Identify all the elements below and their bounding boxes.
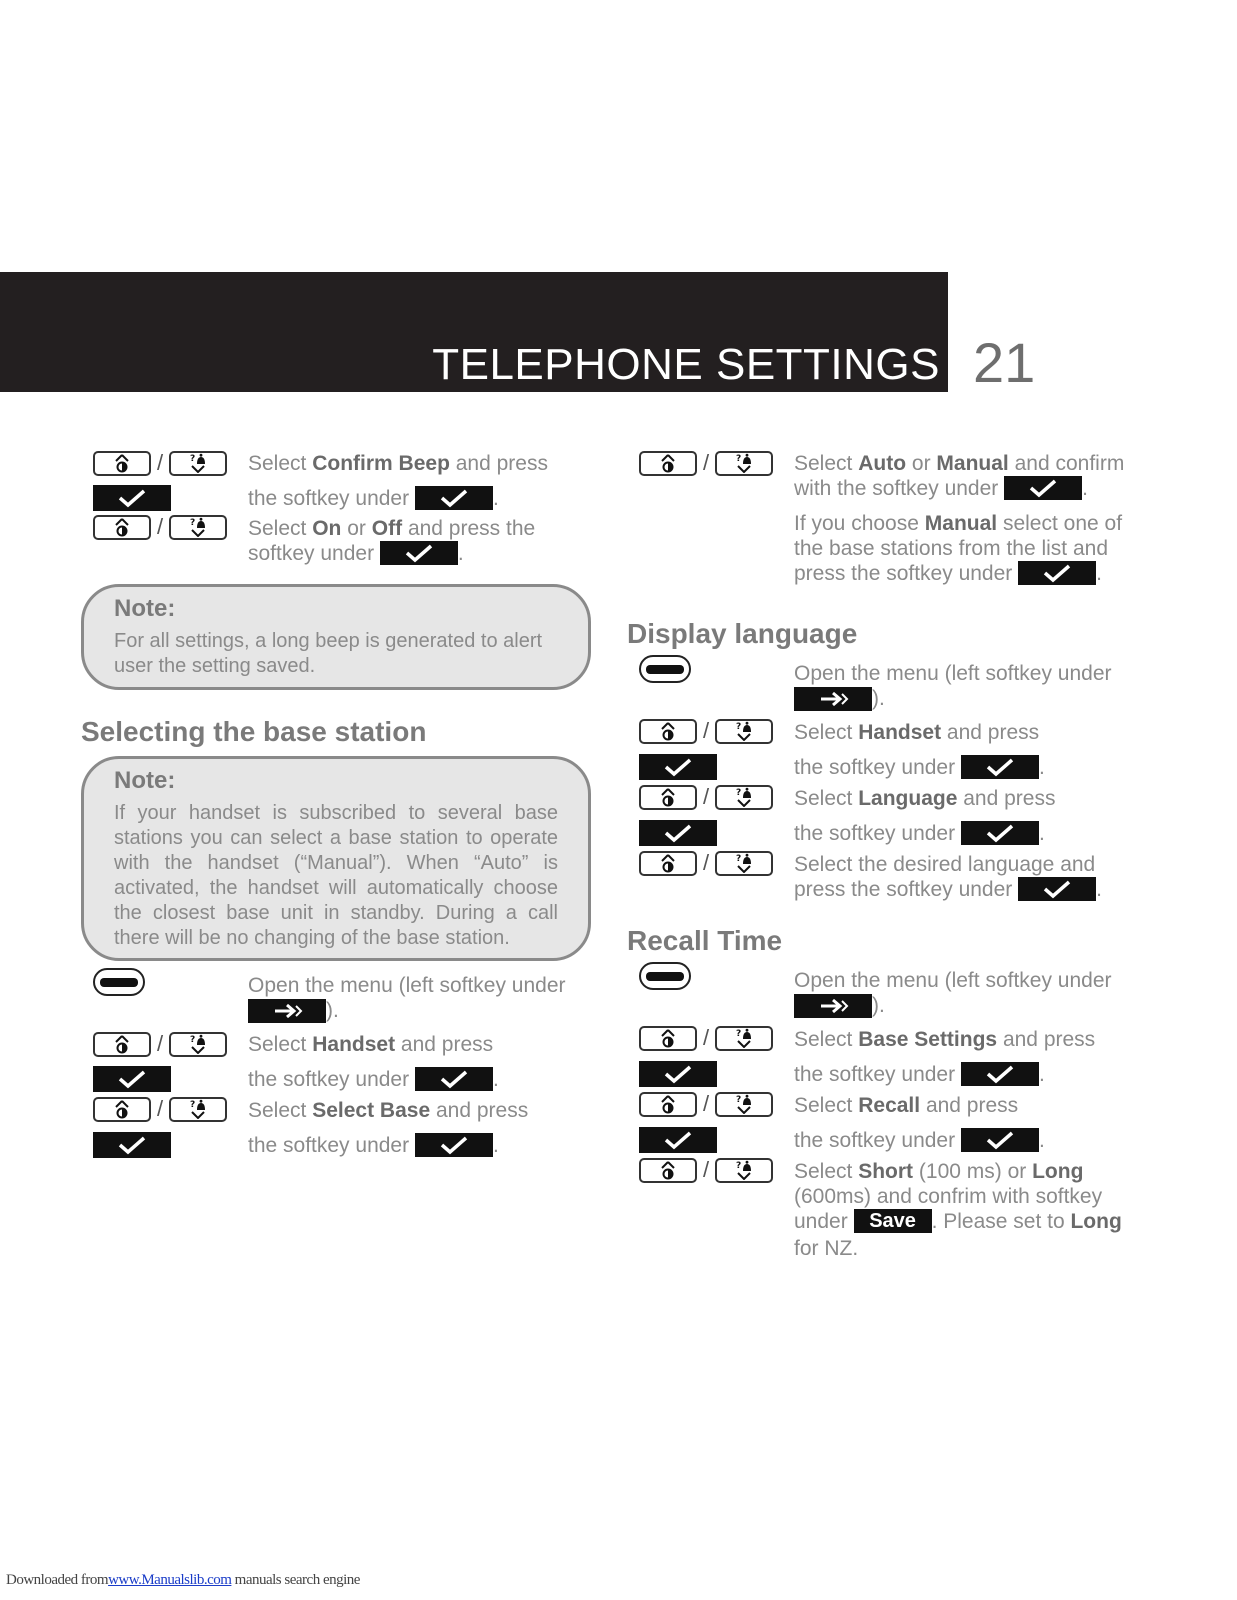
up-arrow-phonebook-icon (639, 1092, 697, 1117)
menu-arrow-icon (248, 999, 326, 1023)
checkmark-icon (961, 1128, 1039, 1152)
down-arrow-ringer-icon (715, 785, 773, 810)
step-text: the softkey under . (794, 1129, 1045, 1153)
nav-keys-pair (639, 1157, 773, 1183)
checkmark-icon (1004, 476, 1082, 500)
nav-keys-pair (639, 850, 773, 876)
step-text: Select Handset and press (248, 1033, 494, 1056)
nav-keys-pair (93, 1096, 227, 1122)
separator-slash: / (703, 450, 710, 475)
checkmark-icon (639, 1061, 717, 1087)
note-title: Note: (114, 767, 176, 794)
step-text: Select Auto or Manual and confirm with the softkey under . (794, 452, 1125, 501)
down-arrow-ringer-icon (169, 1097, 227, 1122)
page-number: 21 (973, 331, 1036, 394)
checkmark-icon (93, 1066, 171, 1092)
nav-keys-pair (639, 1091, 773, 1117)
separator-slash: / (157, 1096, 164, 1121)
separator-slash: / (157, 514, 164, 539)
note-box (81, 756, 591, 961)
step-text: Open the menu (left softkey under ). (794, 662, 1112, 710)
step-text: Select Handset and press (794, 721, 1040, 744)
down-arrow-ringer-icon (715, 451, 773, 476)
note-box (81, 584, 591, 690)
separator-slash: / (703, 1025, 710, 1050)
checkmark-icon (961, 755, 1039, 779)
manualslib-link[interactable]: www.Manualslib.com (108, 1572, 232, 1588)
header-band (0, 272, 948, 392)
section-heading: Recall Time (627, 925, 783, 956)
up-arrow-phonebook-icon (639, 1026, 697, 1051)
separator-slash: / (703, 718, 710, 743)
nav-keys-pair (639, 1025, 773, 1051)
checkmark-icon (961, 821, 1039, 845)
checkmark-icon (961, 1062, 1039, 1086)
note-text: For all settings, a long beep is generated to alert user the setting saved. (114, 630, 543, 677)
up-arrow-phonebook-icon (639, 785, 697, 810)
nav-keys-pair (93, 514, 227, 540)
left-softkey-button-icon (93, 968, 145, 996)
down-arrow-ringer-icon (715, 1092, 773, 1117)
step-text: Open the menu (left softkey under ). (248, 974, 566, 1022)
checkmark-icon (1018, 561, 1096, 585)
note-text: If your handset is subscribed to several base stations you can select a base station to operate with the handset (“Manual”). When “Auto” is activated, the handset will automatically choose the closest base unit in standby. During a call there will be no changing of the base station. (114, 802, 558, 949)
step-text: the softkey under . (794, 1063, 1045, 1087)
nav-keys-pair (639, 450, 773, 476)
down-arrow-ringer-icon (169, 515, 227, 540)
nav-keys-pair (93, 450, 227, 476)
separator-slash: / (703, 1157, 710, 1182)
down-arrow-ringer-icon (715, 1026, 773, 1051)
down-arrow-ringer-icon (715, 719, 773, 744)
separator-slash: / (157, 1031, 164, 1056)
download-footer: Downloaded fromwww.Manualslib.com manuals search engine (6, 1572, 360, 1588)
section-heading: Selecting the base station (81, 716, 427, 747)
step-text: Select Language and press (794, 787, 1056, 810)
note-title: Note: (114, 595, 176, 622)
step-text: Select Base Settings and press (794, 1028, 1096, 1051)
checkmark-icon (415, 1133, 493, 1157)
up-arrow-phonebook-icon (639, 451, 697, 476)
checkmark-icon (380, 541, 458, 565)
down-arrow-ringer-icon (715, 851, 773, 876)
up-arrow-phonebook-icon (93, 451, 151, 476)
info-text: If you choose Manual select one of the base stations from the list and press the softkey under . (794, 512, 1123, 586)
up-arrow-phonebook-icon (93, 515, 151, 540)
page-title: TELEPHONE SETTINGS (432, 340, 940, 389)
step-text: the softkey under . (794, 756, 1045, 780)
up-arrow-phonebook-icon (639, 851, 697, 876)
step-text: Select Confirm Beep and press (248, 452, 548, 475)
nav-keys-pair (639, 784, 773, 810)
save-softkey-label: Save (854, 1209, 932, 1233)
nav-keys-pair (93, 1031, 227, 1057)
checkmark-icon (1018, 877, 1096, 901)
down-arrow-ringer-icon (715, 1158, 773, 1183)
step-text: the softkey under . (794, 822, 1045, 846)
up-arrow-phonebook-icon (93, 1097, 151, 1122)
down-arrow-ringer-icon (169, 451, 227, 476)
checkmark-icon (639, 1127, 717, 1153)
step-text: Select On or Off and press the softkey under . (248, 517, 536, 566)
step-text: Select Select Base and press (248, 1099, 529, 1122)
up-arrow-phonebook-icon (639, 1158, 697, 1183)
left-softkey-button-icon (639, 962, 691, 990)
separator-slash: / (157, 450, 164, 475)
step-text: Select Short (100 ms) or Long (600ms) and confrim with softkey under Save . Please set to Long for NZ. (794, 1160, 1122, 1260)
menu-arrow-icon (794, 994, 872, 1018)
checkmark-icon (415, 1067, 493, 1091)
down-arrow-ringer-icon (169, 1032, 227, 1057)
step-text: Select Recall and press (794, 1094, 1019, 1117)
left-softkey-button-icon (639, 655, 691, 683)
up-arrow-phonebook-icon (639, 719, 697, 744)
up-arrow-phonebook-icon (93, 1032, 151, 1057)
checkmark-icon (93, 485, 171, 511)
separator-slash: / (703, 784, 710, 809)
checkmark-icon (415, 486, 493, 510)
step-text: Open the menu (left softkey under ). (794, 969, 1112, 1017)
step-text: the softkey under . (248, 1134, 499, 1158)
menu-arrow-icon (794, 687, 872, 711)
separator-slash: / (703, 1091, 710, 1116)
section-heading: Display language (627, 618, 858, 649)
step-text: the softkey under . (248, 1068, 499, 1092)
checkmark-icon (639, 820, 717, 846)
nav-keys-pair (639, 718, 773, 744)
checkmark-icon (639, 754, 717, 780)
step-text: Select the desired language and press the softkey under . (794, 853, 1102, 902)
separator-slash: / (703, 850, 710, 875)
checkmark-icon (93, 1132, 171, 1158)
step-text: the softkey under . (248, 487, 499, 511)
